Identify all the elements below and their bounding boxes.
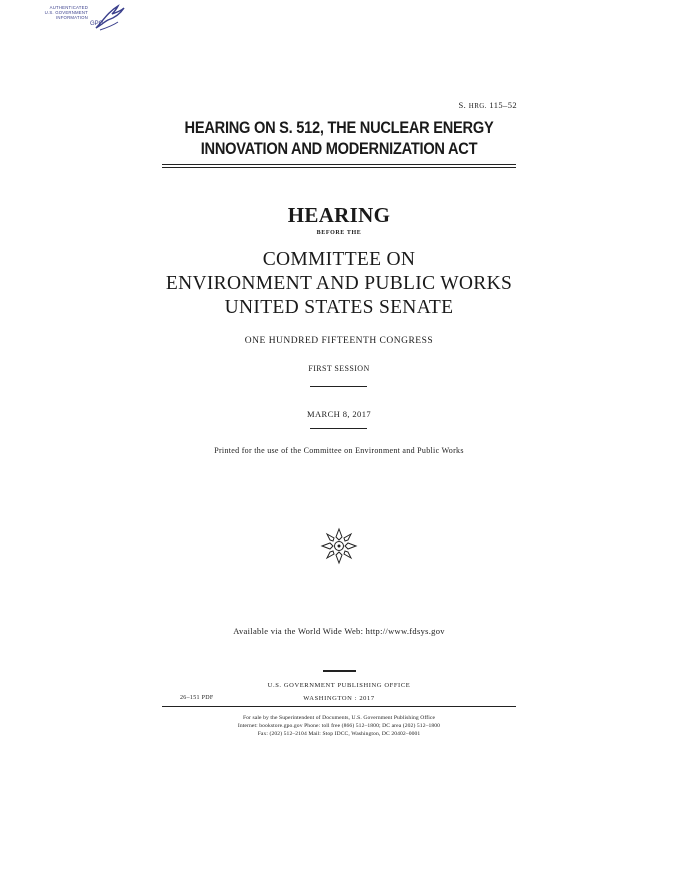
document-title bbox=[47, 117, 630, 159]
seal-gpo-mark: GPO bbox=[90, 21, 104, 27]
title-rule-top bbox=[162, 164, 516, 165]
short-rule bbox=[310, 386, 367, 387]
congress-label: ONE HUNDRED FIFTEENTH CONGRESS bbox=[244, 336, 434, 346]
title-rule-bottom bbox=[162, 167, 516, 168]
gpo-authentication-seal bbox=[22, 2, 130, 36]
publisher-bottom-rule bbox=[162, 706, 516, 707]
committee-line-2: ENVIRONMENT AND PUBLIC WORKS bbox=[165, 273, 513, 294]
sale-line-1: For sale by the Superintendent of Documents, U.S. Government Publishing Office bbox=[242, 715, 436, 721]
publisher-rule bbox=[323, 670, 356, 672]
seal-line-1: AUTHENTICATED bbox=[49, 5, 88, 10]
publication-code: 26–151 PDF bbox=[180, 695, 214, 701]
seal-line-3: INFORMATION bbox=[56, 15, 88, 20]
hearing-number bbox=[459, 100, 517, 110]
seal-line-2: U.S. GOVERNMENT bbox=[44, 10, 88, 15]
sale-line-2: Internet: bookstore.gpo.gov Phone: toll free (866) 512–1800; DC area (202) 512–1800 bbox=[237, 723, 441, 730]
availability-note: Available via the World Wide Web: http://www.fdsys.gov bbox=[233, 626, 445, 636]
hearing-number-value: 115–52 bbox=[489, 100, 517, 110]
hearing-number-prefix: S. bbox=[458, 100, 467, 110]
seal-ornament-icon bbox=[320, 527, 358, 565]
sale-line-3: Fax: (202) 512–2104 Mail: Stop IDCC, Washington, DC 20402–0001 bbox=[257, 731, 421, 738]
printed-for-note: Printed for the use of the Committee on Environment and Public Works bbox=[214, 446, 464, 455]
seal-text bbox=[22, 5, 88, 20]
short-rule bbox=[310, 428, 367, 429]
committee-line-1: COMMITTEE ON bbox=[262, 249, 416, 270]
publisher-name: U.S. GOVERNMENT PUBLISHING OFFICE bbox=[267, 682, 411, 689]
eagle-icon bbox=[92, 2, 126, 36]
publisher-place-year: WASHINGTON : 2017 bbox=[303, 695, 375, 702]
committee-name bbox=[0, 248, 678, 320]
before-the-label: BEFORE THE bbox=[316, 230, 362, 236]
hearing-heading: HEARING bbox=[287, 203, 391, 227]
sale-information bbox=[0, 714, 678, 739]
title-line-2: INNOVATION AND MODERNIZATION ACT bbox=[200, 139, 478, 158]
committee-line-3: UNITED STATES SENATE bbox=[224, 297, 454, 318]
session-label: FIRST SESSION bbox=[308, 364, 370, 373]
title-line-1: HEARING ON S. 512, THE NUCLEAR ENERGY bbox=[184, 118, 494, 137]
hearing-date: MARCH 8, 2017 bbox=[307, 409, 371, 419]
hearing-number-abbrev: HRG. bbox=[468, 102, 487, 110]
